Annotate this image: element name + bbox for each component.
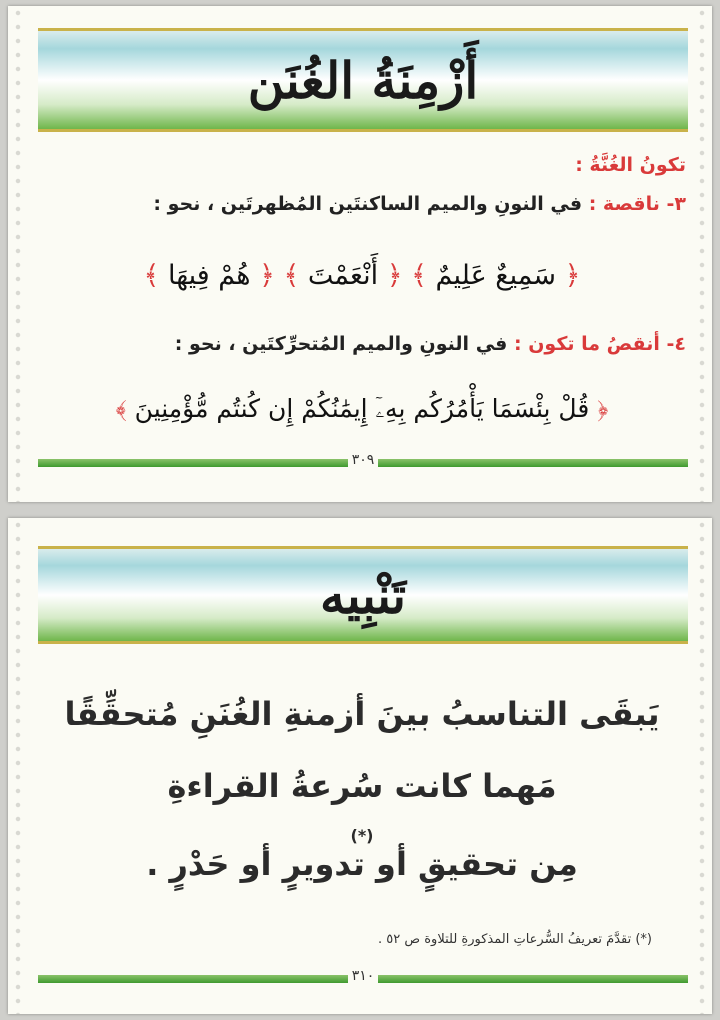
bracket-separator: ﴾ ﴿ [259,260,300,291]
bracket-separator: ﴾ ﴿ [386,260,427,291]
bracket-close: ﴾ [143,260,160,291]
item-3-text: في النونِ والميم الساكنتَين المُظهرتَين ، نحو : [153,193,583,215]
bracket-open: ﴿ [564,260,581,291]
example-anamta: أَنْعَمْتَ [307,260,379,291]
notice-line-2: مَهما كانت سُرعةُ القراءةِ [167,767,557,805]
example-sami-alim: سَمِيعٌ عَلِيمٌ [435,260,557,291]
notice-line-3: مِن تحقيقٍ أو تدويرٍ أو حَدْرٍ . [146,845,578,883]
item-4-label: ٤- أنقصُ ما تكون : [513,333,686,355]
footnote: (*) تقدَّمَ تعريفُ السُّرعاتِ المذكورةِ للتلاوة ص ٥٢ . [378,932,652,947]
item-4-text: في النونِ والميم المُتحرِّكتَين ، نحو : [174,333,508,355]
bracket-open: ﴿ [597,394,609,423]
binder-holes-right [696,6,708,502]
example-hum-fiha: هُمْ فِيهَا [167,260,251,291]
item-3-label: ٣- ناقصة : [588,193,686,215]
footnote-marker: (*) [350,826,374,845]
notice-line-1: يَبقَى التناسبُ بينَ أزمنةِ الغُنَنِ مُتحقِّقًا [64,695,660,733]
page-title: تَنْبِيه [320,565,406,625]
binder-holes-left [12,6,24,502]
binder-holes-right [696,518,708,1014]
example-verse: قُلْ بِئْسَمَا يَأْمُرُكُم بِهِۦٓ إِيمَٰنُكُمْ إِن كُنتُم مُّؤْمِنِينَ [134,394,590,423]
page-309 [8,6,712,502]
page-title: أَزْمِنَةُ الغُنَن [247,50,479,110]
title-banner [38,546,688,644]
section-subtitle: تكونُ الغُنَّةُ : [575,154,686,176]
page-310 [8,518,712,1014]
title-banner [38,28,688,132]
page-number: ٣١٠ [351,968,375,984]
page-number: ٣٠٩ [351,452,375,468]
item-4-row [38,332,686,357]
page-footer [38,452,688,470]
binder-holes-left [12,518,24,1014]
subtitle-row [38,154,686,176]
page-footer [38,968,688,986]
item-3-row [38,192,686,217]
item-4-example [38,394,686,424]
bracket-close: ﴾ [115,394,127,423]
item-3-examples [38,260,686,291]
